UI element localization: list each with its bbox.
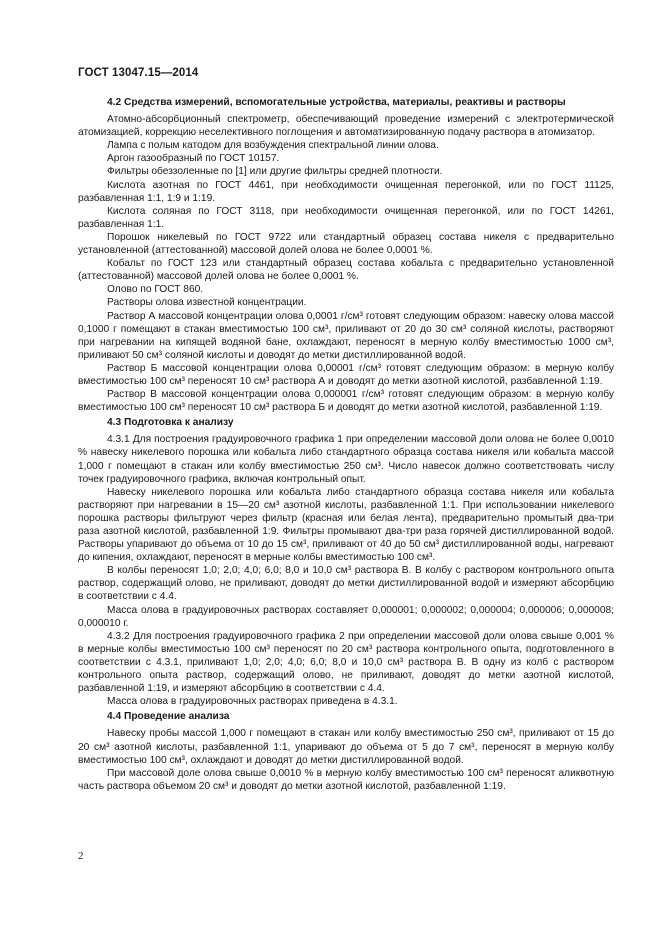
paragraph: Кислота соляная по ГОСТ 3118, при необходимости очищенная перегонкой, или по ГОСТ 14261, разбавленная 1:1.	[78, 205, 614, 230]
paragraph: 4.3.2 Для построения градуировочного графика 2 при определении массовой доли олова свыше 0,001 % в мерные колбы вместимостью 100 см³ переносят по 20 см³ раствора контрольного опыта, подготовленного в соответствии с 4.3.1, приливают 1,0; 2,0; 4,0; 6,0; 8,0 и 10,0 см³ раствора В. В одну из колб с раствором контрольного опыта раствор, содержащий олово, не приливают, доводят до метки азотной кислотой, разбавленной 1:19, и измеряют абсорбцию в соответствии с 4.4.	[78, 630, 614, 695]
document-body	[78, 96, 614, 793]
paragraph: Масса олова в градуировочных растворах приведена в 4.3.1.	[107, 696, 398, 708]
document-header: ГОСТ 13047.15—2014	[78, 67, 199, 79]
paragraph: Раствор В массовой концентрации олова 0,000001 г/см³ готовят следующим образом: в мерную колбу вместимостью 100 см³ переносят 10 см³ раствора Б и доводят до метки азотной кислотой, разбавленной 1:19.	[78, 389, 614, 414]
paragraph: Олово по ГОСТ 860.	[107, 284, 204, 296]
page-number: 2	[78, 850, 84, 862]
paragraph: Навеску пробы массой 1,000 г помещают в стакан или колбу вместимостью 250 см³, приливают от 15 до 20 см³ азотной кислоты, разбавленной 1:1, упаривают до объема от 5 до 7 см³, переносят в мерную колбу вместимостью 100 см³, охлаждают и доводят до метки дистиллированной водой.	[78, 728, 614, 766]
paragraph: Растворы олова известной концентрации.	[107, 297, 307, 309]
paragraph: Кобальт по ГОСТ 123 или стандартный образец состава кобальта с предварительно установленной (аттестованной) массовой долей олова не более 0,0001 %.	[78, 258, 614, 283]
paragraph: Фильтры обеззоленные по [1] или другие фильтры средней плотности.	[107, 166, 443, 178]
paragraph: Атомно-абсорбционный спектрометр, обеспечивающий проведение измерений с электротермической атомизацией, коррекцию неселективного поглощения и автоматизированную подачу раствора в атомизатор.	[78, 114, 614, 139]
paragraph: Раствор Б массовой концентрации олова 0,00001 г/см³ готовят следующим образом: в мерную колбу вместимостью 100 см³ переносят 10 см³ раствора А и доводят до метки азотной кислотой, разбавленной 1:19.	[78, 362, 614, 387]
section-heading: 4.4 Проведение анализа	[107, 711, 230, 723]
paragraph: Навеску никелевого порошка или кобальта либо стандартного образца состава никеля или кобальта растворяют при нагревании в 15—20 см³ азотной кислоты, разбавленной 1:1. При использовании никелевого порошка растворы фильтруют через фильтр (красная или белая лента), предварительно промытый два-три раза азотной кислотой, разбавленной 1:9. Фильтры промывают два-три раза горячей дистиллированной водой. Растворы упаривают до объема от 10 до 15 см³, приливают от 40 до 50 см³ дистиллированной воды, нагревают до кипения, охлаждают, переносят в мерные колбы вместимостью 100 см³.	[78, 486, 614, 564]
paragraph: Аргон газообразный по ГОСТ 10157.	[107, 153, 280, 165]
paragraph: В колбы переносят 1,0; 2,0; 4,0; 6,0; 8,0 и 10,0 см³ раствора В. В колбу с раствором контрольного опыта раствор, содержащий олово, не приливают, доводят до метки дистиллированной водой и измеряют абсорбцию в соответствии с 4.4.	[78, 565, 614, 603]
paragraph: Масса олова в градуировочных растворах составляет 0,000001; 0,000002; 0,000004; 0,000006; 0,000008; 0,000010 г.	[78, 604, 614, 629]
paragraph: Раствор А массовой концентрации олова 0,0001 г/см³ готовят следующим образом: навеску олова массой 0,1000 г помещают в стакан вместимостью 100 см³, приливают от 20 до 30 см³ соляной кислоты, растворяют при нагревании на кипящей водяной бане, охлаждают, переносят в мерную колбу вместимостью 1000 см³, приливают 50 см³ соляной кислоты и доводят до метки дистиллированной водой.	[78, 310, 614, 361]
paragraph: 4.3.1 Для построения градуировочного графика 1 при определении массовой доли олова не более 0,0010 % навеску никелевого порошка или кобальта либо стандартного образца состава никеля или кобальта массой 1,000 г помещают в стакан или колбу вместимостью 250 см³. Число навесок должно соответствовать числу точек градуировочного графика, включая контрольный опыт.	[78, 434, 614, 485]
paragraph: Кислота азотная по ГОСТ 4461, при необходимости очищенная перегонкой, или по ГОСТ 11125, разбавленная 1:1, 1:9 и 1:19.	[78, 179, 614, 204]
paragraph: При массовой доле олова свыше 0,0010 % в мерную колбу вместимостью 100 см³ переносят аликвотную часть раствора объемом 20 см³ и доводят до метки азотной кислотой, разбавленной 1:19.	[78, 767, 614, 792]
paragraph: Лампа с полым катодом для возбуждения спектральной линии олова.	[107, 140, 439, 152]
paragraph: Порошок никелевый по ГОСТ 9722 или стандартный образец состава никеля с предварительно установленной (аттестованной) массовой долей олова не более 0,0001 %.	[78, 231, 614, 257]
section-heading: 4.2 Средства измерений, вспомогательные устройства, материалы, реактивы и растворы	[107, 97, 566, 108]
section-heading: 4.3 Подготовка к анализу	[107, 417, 234, 429]
